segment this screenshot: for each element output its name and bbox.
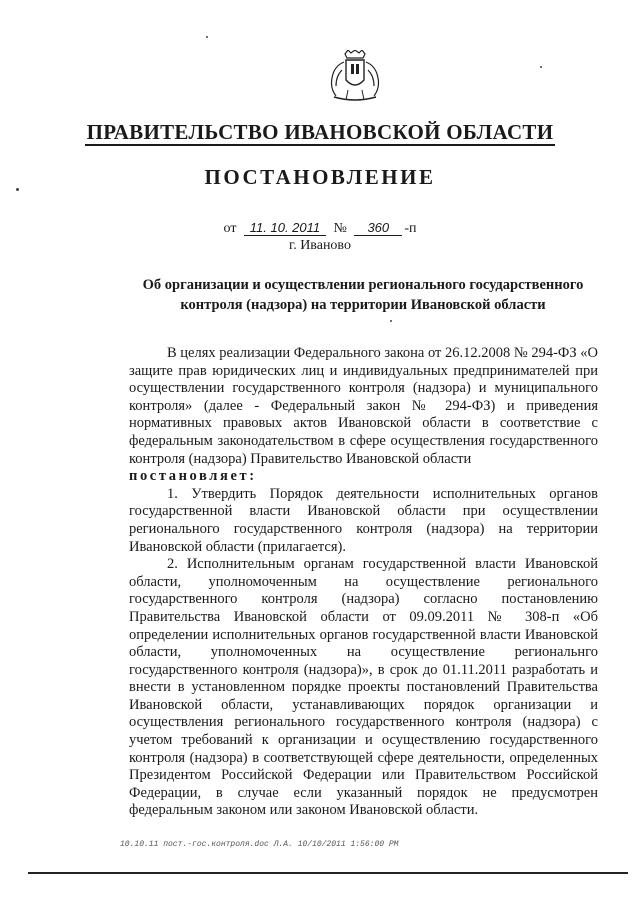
scan-speck <box>390 320 392 322</box>
date-prefix: от <box>223 221 237 236</box>
number-prefix: № <box>333 221 347 236</box>
decree-body <box>129 345 598 820</box>
item-1-paragraph: 1. Утвердить Порядок деятельности исполнительных органов государственной власти Ивановской области при осуществлении регионального государственного контроля (надзора) на территории Ивановской области (прилагается). <box>129 485 598 555</box>
scan-speck <box>206 36 208 38</box>
decree-title: ПОСТАНОВЛЕНИЕ <box>204 165 436 189</box>
decree-subject: Об организации и осуществлении регионального государственного контроля (надзора) на территории Ивановской области <box>142 277 584 313</box>
scan-speck <box>540 66 542 68</box>
scan-speck <box>16 188 19 191</box>
item-2-paragraph: 2. Исполнительным органам государственной власти Ивановской области, уполномоченным на осуществление регионального государственного контроля (надзора) согласно постановлению Правительства Ивановской области от 09.09.2011 № 308-п «Об определении исполнительных органов государственной власти Ивановской области, уполномоченных на осуществление региональнго государственного контроля (надзора)», в срок до 01.11.2011 разработать и внести в установленном порядке проекты постановлений Правительства Ивановской области, устанавливающих порядок организации и осуществления регионального государственного контроля (надзора) с учетом требований к организации и осуществлению государственного контроля (надзора) в соответствующей сфере деятельности, определенных Президентом Российской Федерации или Правительством Российской Федерации, в случае если указанный порядок не предусмотрен федеральным законом или законом Ивановской области. <box>129 556 598 819</box>
organization-header <box>0 120 640 145</box>
date-number-line <box>0 221 640 237</box>
decree-date: 11. 10. 2011 <box>244 221 326 236</box>
preamble-paragraph: В целях реализации Федерального закона от 26.12.2008 № 294-ФЗ «О защите прав юридических лиц и индивидуальных предпринимателей при осуществлении государственного контроля (надзора) и муниципального контроля» (далее - Федеральный закон № 294-ФЗ) и приведения нормативных правовых актов Ивановской области в соответствие с федеральным законодательством в сфере осуществления государственного контроля (надзора) Правительство Ивановской области <box>129 345 598 467</box>
city-line: г. Иваново <box>289 238 351 253</box>
resolves-word: постановляет: <box>129 468 257 485</box>
file-footer: 10.10.11 пост.-гос.контроля.doc Л.А. 10/10/2011 1:56:00 PM <box>120 840 399 849</box>
bottom-rule <box>28 872 628 874</box>
coat-of-arms-icon <box>326 50 384 102</box>
organization-name: ПРАВИТЕЛЬСТВО ИВАНОВСКОЙ ОБЛАСТИ <box>86 120 554 144</box>
number-suffix: -п <box>404 221 417 236</box>
decree-number: 360 <box>354 221 402 236</box>
